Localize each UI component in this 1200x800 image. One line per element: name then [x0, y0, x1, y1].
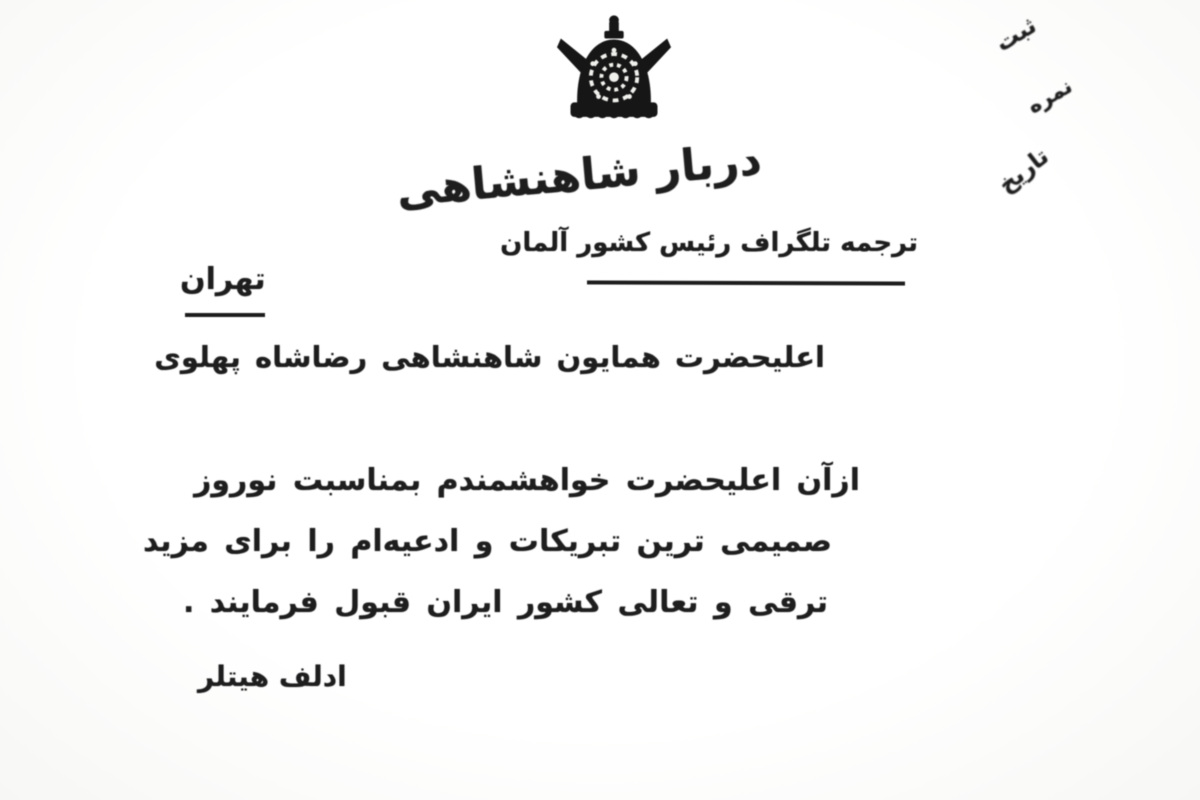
signature-line: ادلف هیتلر: [198, 660, 347, 693]
document-subtitle: ترجمه تلگراف رئیس کشور آلمان: [500, 228, 918, 258]
court-title: دربار شاهنشاهی: [394, 134, 764, 218]
body-line: ترقی و تعالی کشور ایران قبول فرمایند .: [182, 585, 828, 620]
body-line: صمیمی ترین تبریکات و ادعیه‌ام را برای مزید: [142, 524, 832, 559]
stamp-field-tarikh: تاریخ: [993, 143, 1054, 199]
stamp-field-sabt: ثبت: [991, 12, 1042, 58]
city-label: تهران: [180, 262, 266, 297]
addressee-line: اعلیحضرت همایون شاهنشاهی رضاشاه پهلوی: [154, 340, 825, 374]
subtitle-underline-rule: [587, 280, 905, 285]
stamp-field-nomreh: نمره: [1023, 73, 1077, 119]
body-line: ازآن اعلیحضرت خواهشمندم بمناسبت نوروز: [194, 463, 860, 498]
city-underline-rule: [185, 313, 265, 317]
pahlavi-crown-icon: [556, 12, 672, 126]
